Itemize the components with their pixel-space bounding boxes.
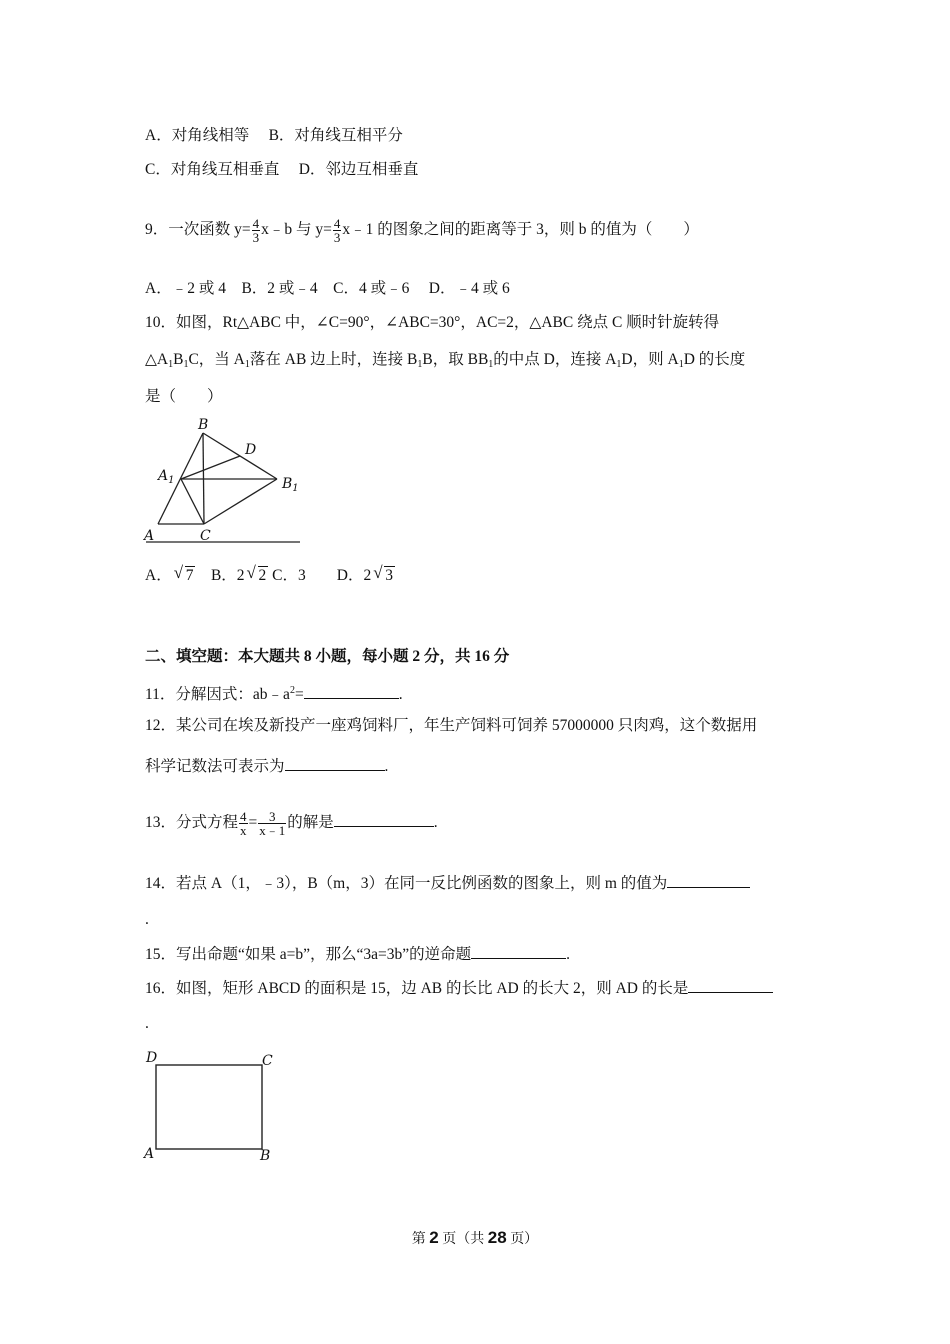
- q13-frac1-num: 4: [240, 809, 247, 824]
- label-A1: [156, 468, 175, 486]
- q13-end: .: [433, 814, 438, 832]
- q10-l2-p3: C，当 A: [188, 351, 245, 368]
- question-14: [145, 871, 750, 894]
- q9-frac1-den: 3: [252, 230, 260, 245]
- q9-fraction-1: [252, 217, 261, 244]
- q10-l2-s3: 1: [244, 359, 250, 370]
- q12-line2: [145, 754, 388, 777]
- q11-text: 11．分解因式：ab﹣a: [145, 686, 290, 703]
- q10-l2-s2: 1: [183, 359, 189, 370]
- label-A1-main: A: [158, 468, 169, 484]
- label-A: A: [144, 1146, 155, 1162]
- q10-options: [145, 563, 395, 586]
- label-C: C: [200, 528, 211, 544]
- q10-l2-s5: 1: [488, 359, 494, 370]
- sqrt-7-radicand: 7: [185, 567, 194, 584]
- segment-A1C: [181, 479, 204, 524]
- label-B: B: [260, 1148, 271, 1164]
- q16-text: 16．如图，矩形 ABCD 的面积是 15，边 AB 的长比 AD 的长大 2，则 AD 的长是: [145, 980, 689, 997]
- label-A1-sub: 1: [168, 475, 175, 486]
- q9-frac1-num: 4: [252, 216, 260, 231]
- label-A: A: [144, 528, 155, 544]
- label-D: D: [146, 1050, 158, 1066]
- q10-triangle-figure: [140, 412, 310, 548]
- sqrt-3-radicand: 3: [385, 567, 393, 584]
- q15-answer-blank[interactable]: [471, 942, 566, 959]
- q13-eq: =: [248, 814, 258, 832]
- q16-rectangle-figure: [140, 1044, 290, 1166]
- q11-end: .: [398, 686, 403, 703]
- q13-answer-blank[interactable]: [334, 810, 434, 827]
- rectangle-ABCD: [156, 1065, 262, 1149]
- footer-total-pages: 28: [487, 1228, 507, 1247]
- question-16: [145, 976, 773, 999]
- q10-l2-p5: B，取 BB: [422, 351, 489, 368]
- sqrt-2-radicand: 2: [258, 567, 267, 584]
- q12-answer-blank[interactable]: [285, 754, 385, 771]
- question-11: [145, 682, 403, 705]
- label-B1-sub: 1: [292, 483, 299, 494]
- q10-opt-b-prefix: B．2: [195, 567, 245, 584]
- footer-page-number: 2: [429, 1228, 439, 1247]
- q10-l2-s4: 1: [417, 359, 423, 370]
- sqrt-3: √ 3: [373, 563, 393, 584]
- q10-l2-s1: 1: [168, 359, 174, 370]
- footer-p3: 页）: [506, 1232, 539, 1247]
- q10-l2-p1: △A: [145, 351, 169, 368]
- q9-fraction-2: [333, 217, 342, 244]
- q10-opt-a-prefix: A．: [145, 567, 172, 584]
- page-footer: [0, 1228, 950, 1248]
- q14-text: 14．若点 A（1，﹣3），B（m，3）在同一反比例函数的图象上，则 m 的值为: [145, 875, 668, 892]
- q13-frac2-den: x﹣1: [259, 823, 286, 838]
- question-15: [145, 942, 570, 965]
- footer-p2: 页（共: [438, 1232, 488, 1247]
- q10-l2-p6: 的中点 D，连接 A: [493, 351, 617, 368]
- q15-text: 15．写出命题“如果 a=b”，那么“3a=3b”的逆命题: [145, 946, 472, 963]
- question-13: [145, 810, 438, 837]
- q10-opt-c-d: C．3 D．2: [268, 567, 372, 584]
- q10-l2-p2: B: [173, 351, 184, 368]
- label-B: B: [198, 417, 209, 433]
- q10-l2-s7: 1: [678, 359, 684, 370]
- q14-line2: .: [145, 911, 149, 928]
- q10-l2-p8: D 的长度: [683, 351, 746, 368]
- label-B1: [281, 476, 299, 494]
- q11-eq: =: [294, 686, 304, 703]
- sqrt-7: √ 7: [173, 563, 194, 584]
- q13-fraction-1: [239, 810, 248, 837]
- q13-prefix: 13．分式方程: [145, 814, 239, 832]
- q10-line2: [145, 350, 745, 370]
- q9-suffix: x﹣1 的图象之间的距离等于 3，则 b 的值为（ ）: [342, 221, 699, 239]
- q9-options: A．﹣2 或 4 B．2 或﹣4 C．4 或﹣6 D．﹣4 或 6: [145, 280, 510, 297]
- q13-frac1-den: x: [240, 823, 247, 838]
- q13-frac2-num: 3: [258, 810, 286, 824]
- label-D: D: [245, 442, 257, 458]
- section-2-title: 二、填空题：本大题共 8 小题，每小题 2 分，共 16 分: [145, 648, 510, 665]
- q13-fraction-2: [258, 810, 286, 837]
- q10-line1: 10．如图，Rt△ABC 中，∠C=90°，∠ABC=30°，AC=2，△ABC 绕点 C 顺时针旋转得: [145, 314, 720, 331]
- q16-line2: .: [145, 1015, 149, 1032]
- label-B1-main: B: [282, 476, 293, 492]
- q15-end: .: [566, 946, 571, 963]
- q10-l2-p4: 落在 AB 边上时，连接 B: [249, 351, 418, 368]
- q9-prefix: 9．一次函数 y=: [145, 221, 251, 239]
- q11-answer-blank[interactable]: [304, 682, 399, 699]
- q10-l2-s6: 1: [616, 359, 622, 370]
- footer-p1: 第: [411, 1232, 430, 1247]
- q12-line1: 12．某公司在埃及新投产一座鸡饲料厂，年生产饲料可饲养 57000000 只肉鸡，这个数据用: [145, 717, 758, 734]
- q14-answer-blank[interactable]: [667, 871, 750, 888]
- q9-frac2-num: 4: [333, 216, 341, 231]
- q12-end: .: [384, 758, 389, 775]
- label-C: C: [262, 1053, 273, 1069]
- q16-answer-blank[interactable]: [688, 976, 773, 993]
- q9-frac2-den: 3: [333, 230, 341, 245]
- q12-line2-text: 科学记数法可表示为: [145, 758, 285, 775]
- sqrt-2: √ 2: [246, 563, 267, 584]
- q10-l2-p7: D，则 A: [621, 351, 679, 368]
- q11-sup: 2: [289, 685, 295, 696]
- q8-options-line2: C．对角线互相垂直 D．邻边互相垂直: [145, 161, 419, 178]
- q8-options-line1: A．对角线相等 B．对角线互相平分: [145, 127, 403, 144]
- segment-B1C: [204, 479, 277, 524]
- q10-line3: 是（ ）: [145, 388, 223, 405]
- q13-suffix: 的解是: [287, 814, 334, 832]
- q9-mid: x﹣b 与 y=: [261, 221, 332, 239]
- question-9: [145, 217, 699, 244]
